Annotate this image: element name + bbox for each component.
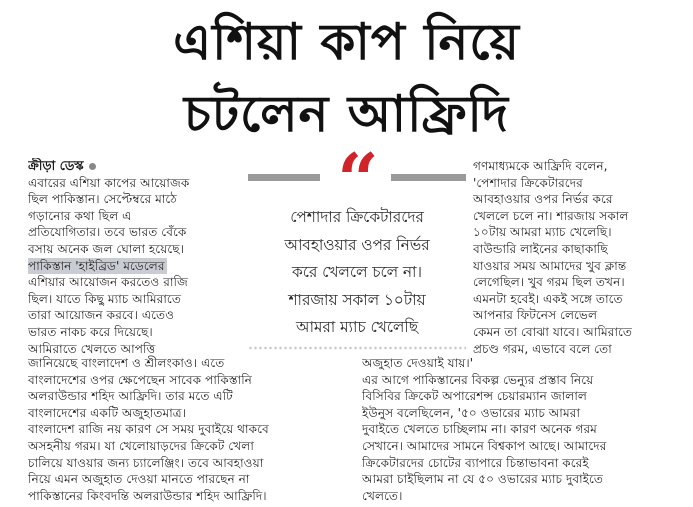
text-line: বাংলাদেশের একটি অজুহাতমাত্র। [28, 405, 187, 420]
headline-line-1: এশিয়া কাপ নিয়ে [173, 13, 520, 71]
quote-line: আবহাওয়ার ওপর নির্ভর [284, 235, 430, 254]
text-line: ইউনুস বলেছিলেন, '৫০ ওভারের ম্যাচ আমরা [362, 405, 580, 420]
text-line: এশিয়ার আয়োজন করতেও রাজি [28, 275, 188, 290]
pull-quote [248, 137, 466, 350]
byline-bullet [89, 163, 96, 170]
text-line: আপনার ফিটনেস লেভেল [473, 308, 598, 323]
text-line: খেলতে। [362, 488, 403, 503]
text-line: পাকিস্তানের কিংবদন্তি অলরাউন্ডার শহিদ আফ্রিদি। [28, 488, 267, 503]
article-column-left [28, 158, 242, 353]
text-line: বসায় অনেক জল ঘোলা হয়েছে। [28, 241, 185, 256]
quote-line: করে খেললে চলে না। [292, 263, 422, 281]
text-line: জানিয়েছে বাংলাদেশ ও শ্রীলংকাও। এতে [28, 356, 225, 370]
text-line: সেখানে। আমাদের সামনে বিশ্বকাপ আছে। আমাদের [362, 438, 607, 453]
text-line: বিসিবির ক্রিকেট অপারেশন্স চেয়ারম্যান জালাল [362, 389, 587, 404]
text-line: আমরা চাইছিলাম না যে ৫০ ওভারের ম্যাচ দুবাইতে [362, 472, 604, 487]
text-line: অসহনীয় গরম। যা খেলোয়াড়দের ক্রিকেট খেলা [28, 438, 254, 453]
quote-line: পেশাদার ক্রিকেটারদের [290, 208, 424, 226]
headline-line-2: চটলেন আফ্রিদি [183, 85, 510, 143]
text-line: লেগেছিল। খুব গরম ছিল তখন। [473, 275, 625, 290]
quote-rule-left [248, 174, 320, 181]
text-line: চালিয়ে যাওয়ার জন্য চ্যালেঞ্জিং। তবে আবহাওয়া [28, 455, 264, 470]
byline: ক্রীড়া ডেস্ক [28, 159, 84, 174]
text-line: ভারত নাকচ করে দিয়েছে। [28, 324, 153, 339]
text-line: এর আগে পাকিস্তানের বিকল্প ভেন্যুর প্রস্তাব নিয়ে [362, 372, 594, 387]
text-line: অজুহাত দেওয়াই যায়।' [362, 356, 474, 370]
text-line: নিয়ে এমন অজুহাত দেওয়া মানতে পারছেন না [28, 472, 250, 487]
text-line: বাউন্ডারি লাইনের কাছাকাছি [473, 241, 608, 256]
text-line: ১০টায় আমরা ম্যাচ খেলেছি। [473, 225, 612, 240]
text-line: ক্রিকেটারদের চোটের ব্যাপারে চিন্তাভাবনা করেই [362, 455, 589, 470]
quote-line: আমরা ম্যাচ খেলেছি [296, 318, 418, 336]
text-line: দুবাইতে খেলতে চাচ্ছিলাম না। কারণ অনেক গরম [362, 422, 597, 437]
text-line: ছিল পাকিস্তান। সেপ্টেম্বরে মাঠে [28, 192, 177, 207]
text-line: আমিরাতে খেলতে আপত্তি [28, 341, 156, 353]
quote-line: শারজায় সকাল ১০টায় [288, 290, 426, 309]
text-line: বাংলাদেশের ওপর ক্ষেপেছেন সাবেক পাকিস্তানি [28, 372, 252, 387]
text-line: প্রচণ্ড গরম, এভাবে বলে তো [473, 341, 612, 356]
quote-mark-icon: “ [337, 137, 379, 222]
text-line: এবারের এশিয়া কাপের আয়োজক [28, 175, 190, 190]
text-line: প্রতিযোগিতার। তবে ভারত বেঁকে [28, 225, 187, 240]
text-line: যাওয়ার সময় আমাদের খুব ক্লান্ত [473, 258, 627, 273]
text-line: কেমন তা বোঝা যাবে। আমিরাতে [473, 324, 633, 339]
article-column-right [473, 158, 683, 373]
quote-rule-right [391, 174, 466, 181]
text-line: আবহাওয়ার ওপর নির্ভর করে [473, 192, 613, 207]
quote-dotted-rule [248, 346, 466, 350]
text-line-highlighted: পাকিস্তান 'হাইব্রিড' মডেলের [28, 258, 165, 273]
text-line: এমনটা হবেই। একই সঙ্গে তাতে [473, 291, 623, 306]
text-line: 'পেশাদার ক্রিকেটারদের [473, 175, 583, 190]
text-line: ছিল। যাতে কিছু ম্যাচ আমিরাতে [28, 291, 181, 306]
text-line: অলরাউন্ডার শহিদ আফ্রিদি। তার মতে এটি [28, 389, 233, 404]
pull-quote-text [248, 204, 466, 342]
text-line: তারা আয়োজন করবে। এতেও [28, 308, 175, 323]
text-line: বাংলাদেশ রাজি নয় কারণ সে সময় দুবাইয়ে থাকবে [28, 422, 269, 437]
text-line: গণমাধ্যমকে আফ্রিদি বলেন, [473, 159, 608, 173]
text-line: খেললে চলে না। শারজায় সকাল [473, 208, 629, 223]
text-line: গড়ানোর কথা ছিল এ [28, 208, 132, 223]
article-column-bottom-right [362, 355, 688, 507]
